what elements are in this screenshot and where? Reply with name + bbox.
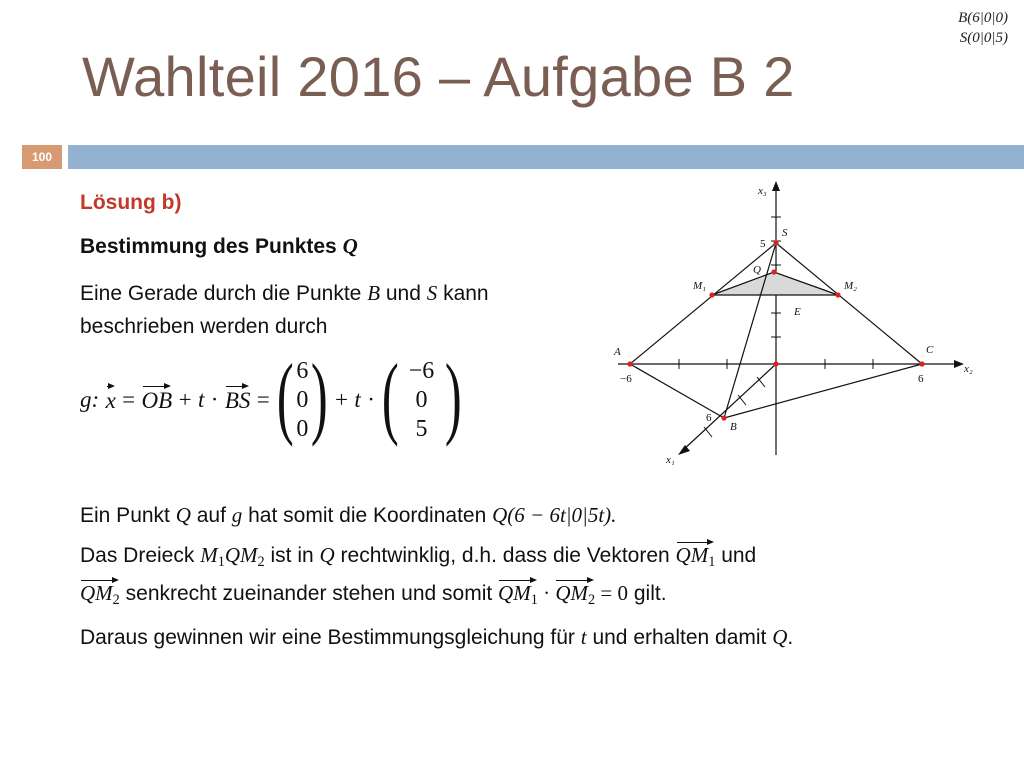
eq-line-name: g: [80,387,100,412]
point-s-coords: S(0|0|5) [959,30,1008,46]
tick-label-neg6: −6 [620,373,632,385]
header-band [68,145,1024,169]
q-coordinates: Q(6 − 6t|0|5t). [492,503,617,527]
label-a: A [614,346,621,358]
point-c [919,361,924,366]
point-a [627,361,632,366]
column-vector-direction: ( −6 0 5 ) [381,345,462,447]
label-m1: M₁ [693,280,706,292]
text-line-3: Ein Punkt Q auf g hat somit die Koordinaten Q(6 − 6t|0|5t). [80,503,617,527]
x2-arrowhead [954,360,964,368]
label-e: E [794,306,801,318]
label-b: B [730,421,737,433]
sub-heading: Bestimmung des Punktes Q [80,234,358,258]
point-m2 [835,292,840,297]
vector-qm2: $QM_2$ [80,581,120,608]
point-m1 [709,292,714,297]
column-vector-position: ( 6 0 0 ) [276,345,329,447]
tick-label-6-x2: 6 [918,373,924,385]
tick-label-5: 5 [760,238,766,250]
triangle-name: $M_1QM_2$ [200,543,265,570]
eq-ob-vector: OB [141,387,173,413]
point-b-coords: B(6|0|0) [958,10,1008,26]
point-b [721,415,726,420]
text-line-5: $QM_2$ senkrecht zueinander stehen und somit $QM_1 \cdot QM_2 = 0$ gilt. [80,581,667,608]
vector-qm1: $QM_1$ [675,543,716,570]
label-x3: x₃ [758,185,767,197]
page-number: 100 [22,145,62,169]
point-coordinates-note [958,8,1008,48]
label-c: C [926,344,934,356]
triangle-m1-q-m2 [712,272,838,295]
text-line-4: Das Dreieck $M_1QM_2$ ist in Q rechtwinklig, d.h. dass die Vektoren $QM_1$ und [80,543,757,570]
label-q: Q [753,264,761,276]
x3-arrowhead [772,181,780,191]
x1-arrowhead [678,445,690,455]
label-m2: M₂ [844,280,857,292]
point-s [773,240,778,245]
label-x1: x₁ [666,454,675,466]
text-line-2: beschrieben werden durch [80,315,328,338]
section-heading: Lösung b) [80,191,182,214]
text-line-6: Daraus gewinnen wir eine Bestimmungsgleichung für t und erhalten damit Q. [80,625,794,649]
coordinate-axes [618,187,958,455]
label-s: S [782,227,788,239]
text-line-1: Eine Gerade durch die Punkte B und S kann [80,281,489,305]
var-q: Q [342,234,358,258]
eq-bs-vector: BS [224,387,251,413]
pyramid-diagram [600,175,990,475]
slide-title: Wahlteil 2016 – Aufgabe B 2 [82,45,795,108]
line-equation: g: x = OB + t · BS = ( 6 0 0 ) + t · ( −6 0 5 ) [80,355,468,445]
label-x2: x₂ [964,363,973,375]
tick-label-6-x1: 6 [706,412,712,424]
point-origin [773,361,778,366]
point-q [771,269,776,274]
eq-x-vector: x [105,387,116,413]
